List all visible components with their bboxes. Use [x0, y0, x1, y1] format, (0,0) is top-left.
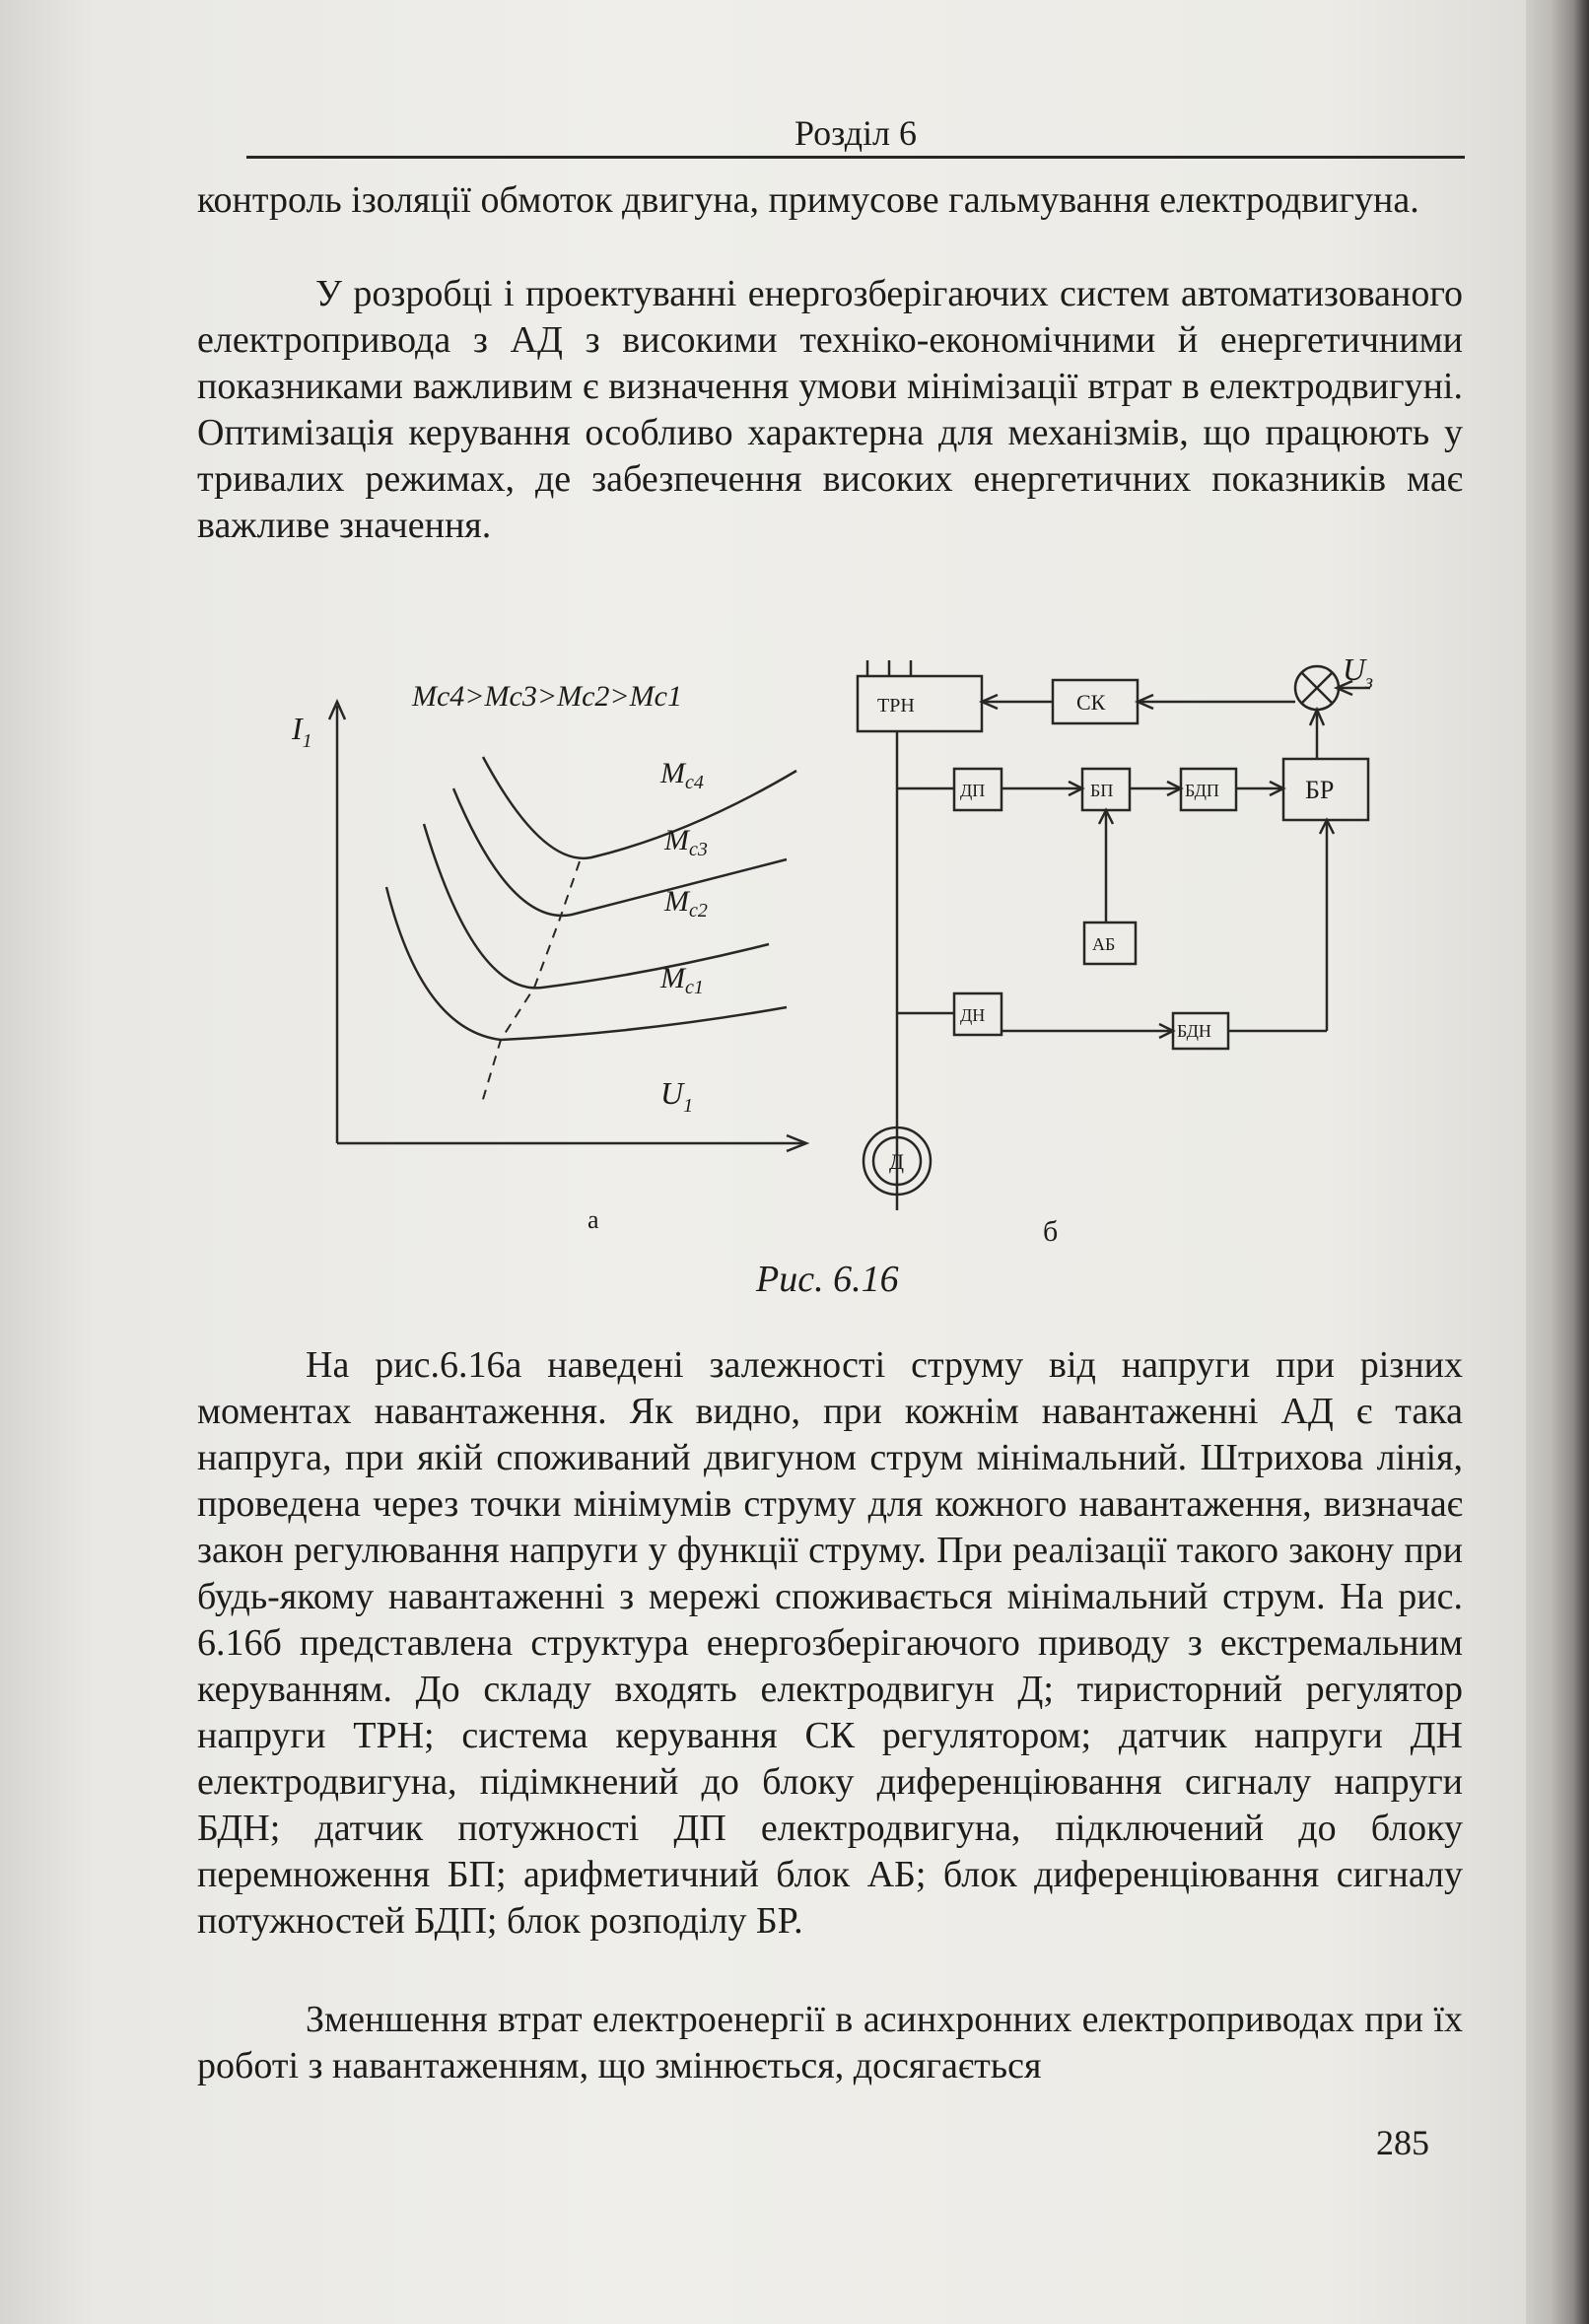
- label-ab: АБ: [1092, 934, 1116, 954]
- label-br: БР: [1305, 776, 1335, 804]
- figure-label-a: а: [587, 1205, 599, 1234]
- curve-mc2: [424, 824, 769, 988]
- label-uz: $U_з$: [1343, 651, 1373, 693]
- label-trn: ТРН: [877, 695, 915, 717]
- curve-label-mc4: $M_{c4}$: [660, 757, 704, 793]
- label-bdp: БДП: [1185, 781, 1219, 800]
- graph-a: [329, 702, 806, 1151]
- label-motor: Д: [889, 1149, 905, 1174]
- page-number: 285: [1376, 2123, 1429, 2162]
- label-sk: СК: [1076, 690, 1106, 715]
- curve-mc4: [483, 757, 796, 858]
- curve-label-mc3: $M_{c3}$: [664, 824, 708, 860]
- block-trn: [858, 676, 982, 731]
- order-label: Mc4>Mc3>Mc2>Mc1: [412, 680, 682, 713]
- figure-6-16: [246, 641, 1469, 1281]
- curve-mc3: [453, 788, 787, 916]
- page-header: Розділ 6: [794, 113, 917, 153]
- paragraph-3: На рис.6.16а наведені залежності струму від напруги при різних моментах навантаження. Як видно, при кожнім навантаженні АД є така напруга, при якій споживаний двигуном струм мінімальний. Штрихова лінія, проведена через точки мінімумів струму для кожного навантаження, визначає закон регулювання напруги у функції струму. При реалізації такого закону при будь-якому навантаженні з мережі споживається мінімальний струм. На рис. 6.16б представлена структура енергозберігаючого приводу з екстремальним керуванням. До складу входять електродвигун Д; тиристорний регулятор напруги ТРН; система керування СК регулятором; датчик напруги ДН електродвигуна, підімкнений до блоку диференціювання сигналу напруги БДН; датчик потужності ДП електродвигуна, підключений до блоку перемноження БП; арифметичний блок АБ; блок диференціювання сигналу потужностей БДП; блок розподілу БР.: [197, 1344, 1463, 1942]
- page-edge: [1526, 0, 1589, 2324]
- paragraph-2: У розробці і проектуванні енергозберігаючих систем автоматизованого електропривода з АД з високими техніко-економічними й енергетичними показниками важливим є визначення умови мінімізації втрат в електродвигуні. Оптимізація керування особливо характерна для механізмів, що працюють у тривалих режимах, де забезпечення високих енергетичних показників має важливе значення.: [197, 273, 1463, 546]
- label-bdn: БДН: [1177, 1021, 1211, 1041]
- label-bp: БП: [1090, 781, 1114, 800]
- label-dn: ДН: [960, 1005, 986, 1025]
- figure-label-b: б: [1043, 1215, 1059, 1248]
- figure-caption: Рис. 6.16: [756, 1259, 899, 1300]
- header-rule: [246, 156, 1465, 159]
- paragraph-1: контроль ізоляції обмоток двигуна, примусове гальмування електродвигуна.: [197, 179, 1419, 221]
- x-axis-label: $U_1$: [660, 1075, 694, 1117]
- curve-label-mc1: $M_{c1}$: [660, 962, 704, 998]
- y-axis-label: $I_1$: [292, 711, 312, 752]
- curve-label-mc2: $M_{c2}$: [664, 885, 708, 922]
- paragraph-4: Зменшення втрат електроенергії в асинхронних електроприводах при їх роботі з навантаженням, що змінюється, досягається: [197, 1999, 1463, 2086]
- label-dp: ДП: [960, 781, 986, 800]
